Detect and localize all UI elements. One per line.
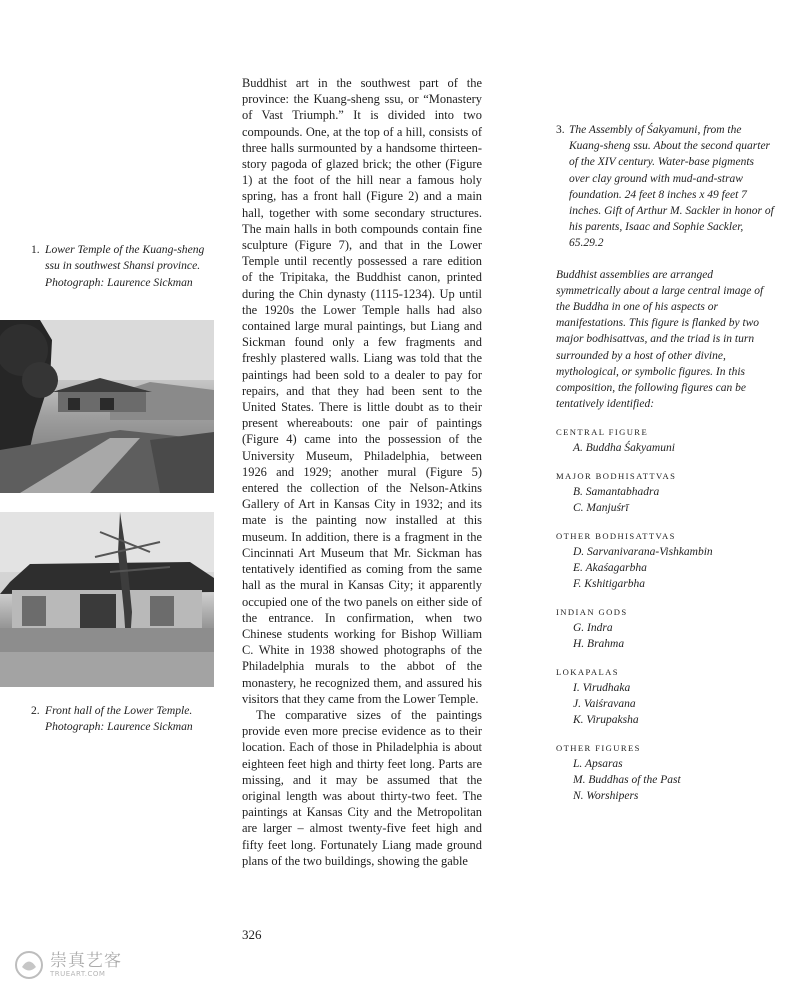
right-column <box>556 122 776 804</box>
figure-item: K. Virupaksha <box>573 714 639 727</box>
figure-1-caption <box>31 242 217 291</box>
figure-group-other-figures <box>556 742 776 804</box>
figure-2-photo <box>0 512 214 687</box>
figure-2-caption <box>31 703 217 736</box>
figure-group-indian-gods <box>556 606 776 652</box>
group-title: MAJOR BODHISATTVAS <box>556 471 677 482</box>
figure-group-central <box>556 426 776 456</box>
group-title: INDIAN GODS <box>556 607 628 618</box>
group-title: LOKAPALAS <box>556 667 619 678</box>
figure-item: M. Buddhas of the Past <box>573 774 681 787</box>
figure-1-photo <box>0 320 214 493</box>
group-title: OTHER BODHISATTVAS <box>556 531 676 542</box>
front-hall-photo-drawing <box>0 512 214 687</box>
figure-1-number: 1. <box>31 243 40 256</box>
figure-item: B. Samantabhadra <box>573 486 660 499</box>
figure-item: C. Manjuśrī <box>573 502 629 515</box>
figures-intro: Buddhist assemblies are arranged symmetrically about a large central image of the Buddha in one of his aspects or manifestations. This figure is flanked by two major bodhisattvas, and the triad is in turn surrounded by a host of other divine, mythological, or symbolic figures. In this composition, the following figures can be tentatively identified: <box>556 268 764 411</box>
lower-temple-photo-drawing <box>0 320 214 493</box>
figure-3-number: 3. <box>556 124 565 136</box>
figure-item: F. Kshitigarbha <box>573 578 645 591</box>
figure-item: I. Virudhaka <box>573 682 631 695</box>
group-title: CENTRAL FIGURE <box>556 427 649 438</box>
figure-item: N. Worshipers <box>573 790 639 803</box>
figure-2-number: 2. <box>31 704 40 717</box>
figure-1-caption-text: Lower Temple of the Kuang-sheng ssu in southwest Shansi province. Photograph: Laurence Sickman <box>45 243 205 289</box>
figure-item: J. Vaiśravana <box>573 698 636 711</box>
figure-item: A. Buddha Śakyamuni <box>573 442 675 455</box>
figure-item: L. Apsaras <box>573 758 623 771</box>
figure-item: E. Akaśagarbha <box>573 562 647 575</box>
figure-item: D. Sarvanivarana-Vishkambin <box>573 546 713 559</box>
body-paragraph: Buddhist art in the southwest part of the province: the Kuang-sheng ssu, or “Monastery of Vast Triumph.” It is divided into two compounds. One, at the top of a hill, consists of three halls surmounted by a handsome thirteen-story pagoda of glazed brick; the other (Figure 1) at the foot of the hill near a famous holy spring, has a front hall (Figure 2) and a main hall, together with some secondary structures. The main halls in both compounds contain fine sculpture (Figure 7), and that in the Lower Temple until recently possessed a rare edition of the Tripitaka, the Buddhist canon, printed during the Chin dynasty (1115-1234). Up until the 1920s the Lower Temple halls had also contained large mural paintings, but Liang and Sickman found only a few fragments and freshly plastered walls. Liang was told that the paintings had been sold to a dealer to pay for repairs, and that they had been sent to the United States. There is little doubt as to their present whereabouts: one pair of paintings (Figure 4) came into the possession of the University Museum, Philadelphia, between 1926 and 1929; another mural (Figure 5) entered the collection of the Nelson-Atkins Gallery of Art in Kansas City in 1932; and its mate is the painting now installed at this museum. In addition, there is a fragment in the Cincinnati Art Museum that Mr. Sickman has tentatively identified as coming from the same hall as the mural in Kansas City; it apparently occupied one of the two panels on either side of the entrance. In confirmation, when two Chinese students working for Bishop William C. White in 1938 showed photographs of the Philadelphia murals to the abbot of the monastery, he recognized them, and assured his visitors that they came from the Lower Temple. <box>242 76 482 706</box>
watermark-english: TRUEART.COM <box>50 970 106 978</box>
figure-2-caption-text: Front hall of the Lower Temple. Photograph: Laurence Sickman <box>45 704 193 734</box>
watermark-logo-icon <box>14 950 44 980</box>
figure-group-other-bodhisattvas <box>556 530 776 592</box>
main-text-column <box>242 75 482 869</box>
group-title: OTHER FIGURES <box>556 743 641 754</box>
figure-group-lokapalas <box>556 666 776 728</box>
figure-item: G. Indra <box>573 622 613 635</box>
figure-3-caption-text: The Assembly of Śakyamuni, from the Kuang-sheng ssu. About the second quarter of the XIV century. Water-base pigments over clay ground with mud-and-straw foundation. 24 feet 8 inches x 49 feet 7 inches. Gift of Arthur M. Sackler in honor of his parents, Isaac and Sophie Sackler, 65.29.2 <box>569 124 774 250</box>
watermark <box>14 950 122 980</box>
figure-3-caption <box>556 122 776 252</box>
figure-item: H. Brahma <box>573 638 625 651</box>
figure-group-major-bodhisattvas <box>556 470 776 516</box>
page-number: 326 <box>242 927 262 942</box>
body-paragraph: The comparative sizes of the paintings provide even more precise evidence as to their location. Each of those in Philadelphia is about eighteen feet high and thirty feet long. Parts are missing, and it may be assumed that the original length was about thirty-two feet. The paintings at Kansas City and the Metropolitan are larger – almost twenty-five feet high and fifty feet long. Fortunately Liang made ground plans of the two buildings, showing the gable <box>242 707 482 868</box>
watermark-chinese: 崇真艺客 <box>50 951 122 971</box>
